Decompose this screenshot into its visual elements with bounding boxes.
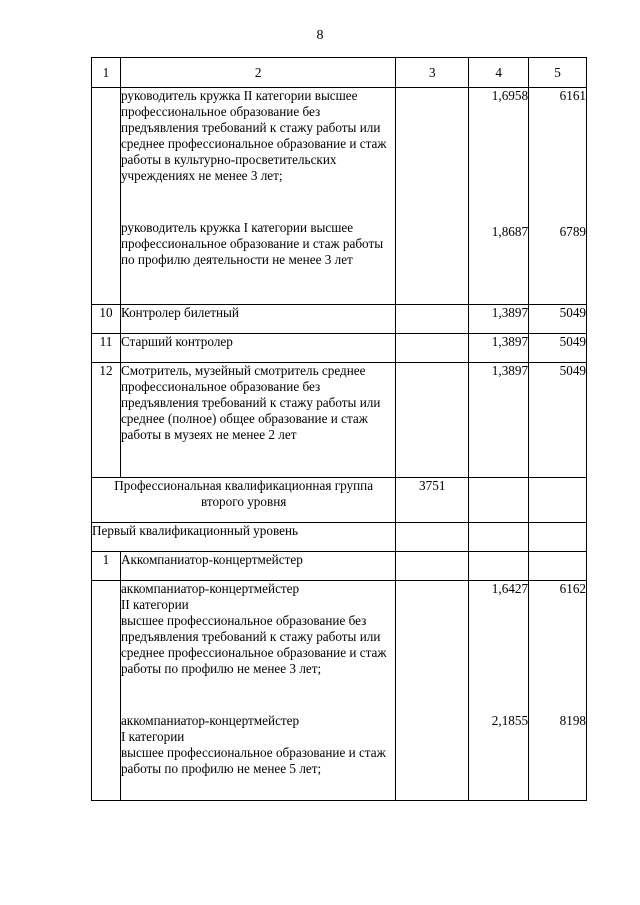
table-row [92,581,587,801]
salary-cell [529,552,587,581]
position-name: Контролер билетный [120,305,395,334]
group-base-salary: 3751 [396,478,469,523]
coefficient-cell [469,552,529,581]
qualification-table [91,57,587,801]
salary-value: 6789 [559,224,586,239]
position-name: Аккомпаниатор-концертмейстер [120,552,395,581]
salary-cell [529,523,587,552]
header-col-5: 5 [529,58,587,88]
table-row [92,363,587,478]
header-col-3: 3 [396,58,469,88]
coefficient-value: 1,3897 [469,305,529,334]
row-number: 10 [92,305,121,334]
base-salary-cell [396,88,469,305]
coefficient-cell [469,478,529,523]
coefficient-cell [469,581,529,801]
base-salary-cell [396,363,469,478]
base-salary-cell [396,581,469,801]
salary-value: 8198 [559,713,586,728]
level-title: Первый квалификационный уровень [92,523,396,552]
coefficient-value: 1,3897 [469,363,529,478]
position-description: Смотритель, музейный смотритель среднее профессиональное образование без предъявления требований к стажу работы или среднее (полное) общее образование и стаж работы в музеях не менее 2 лет [120,363,395,478]
coefficient-value: 2,1855 [491,713,529,728]
row-number: 1 [92,552,121,581]
coefficient-value: 1,6427 [491,581,529,596]
salary-value: 6161 [559,88,586,103]
entry-text: руководитель кружка I категории высшее профессиональное образование и стаж работы по профилю деятельности не менее 3 лет [120,220,384,267]
base-salary-cell [396,334,469,363]
coefficient-value: 1,6958 [491,88,529,103]
table-header-row [92,58,587,88]
header-col-1: 1 [92,58,121,88]
table-row [92,305,587,334]
group-title: Профессиональная квалификационная группа второго уровня [92,478,396,523]
page-number: 8 [316,28,324,43]
row-number [92,88,121,305]
salary-value: 5049 [529,305,587,334]
salary-value: 5049 [529,334,587,363]
base-salary-cell [396,305,469,334]
group-row [92,478,587,523]
header-col-2: 2 [120,58,395,88]
position-description [120,88,395,305]
row-number [92,581,121,801]
position-name: Старший контролер [120,334,395,363]
base-salary-cell [396,552,469,581]
coefficient-cell [469,88,529,305]
level-row [92,523,587,552]
row-number: 12 [92,363,121,478]
row-number: 11 [92,334,121,363]
table-row [92,334,587,363]
salary-cell [529,478,587,523]
coefficient-value: 1,3897 [469,334,529,363]
position-description [120,581,395,801]
entry-text: аккомпаниатор-концертмейстер I категории высшее профессиональное образование и стаж работы по профилю не менее 5 лет; [120,713,386,776]
salary-cell [529,581,587,801]
table-row [92,88,587,305]
salary-cell [529,88,587,305]
table-row [92,552,587,581]
salary-value: 5049 [529,363,587,478]
salary-value: 6162 [559,581,586,596]
coefficient-cell [469,523,529,552]
entry-text: руководитель кружка II категории высшее профессиональное образование без предъявления требований к стажу работы или среднее профессиональное образование и стаж работы в культурно-просветительских учреждениях не менее 3 лет; [120,88,387,183]
base-salary-cell [396,523,469,552]
header-col-4: 4 [469,58,529,88]
coefficient-value: 1,8687 [491,224,529,239]
entry-text: аккомпаниатор-концертмейстер II категории высшее профессиональное образование без предъявления требований к стажу работы или среднее профессиональное образование и стаж работы по профилю не менее 3 лет; [120,581,387,676]
